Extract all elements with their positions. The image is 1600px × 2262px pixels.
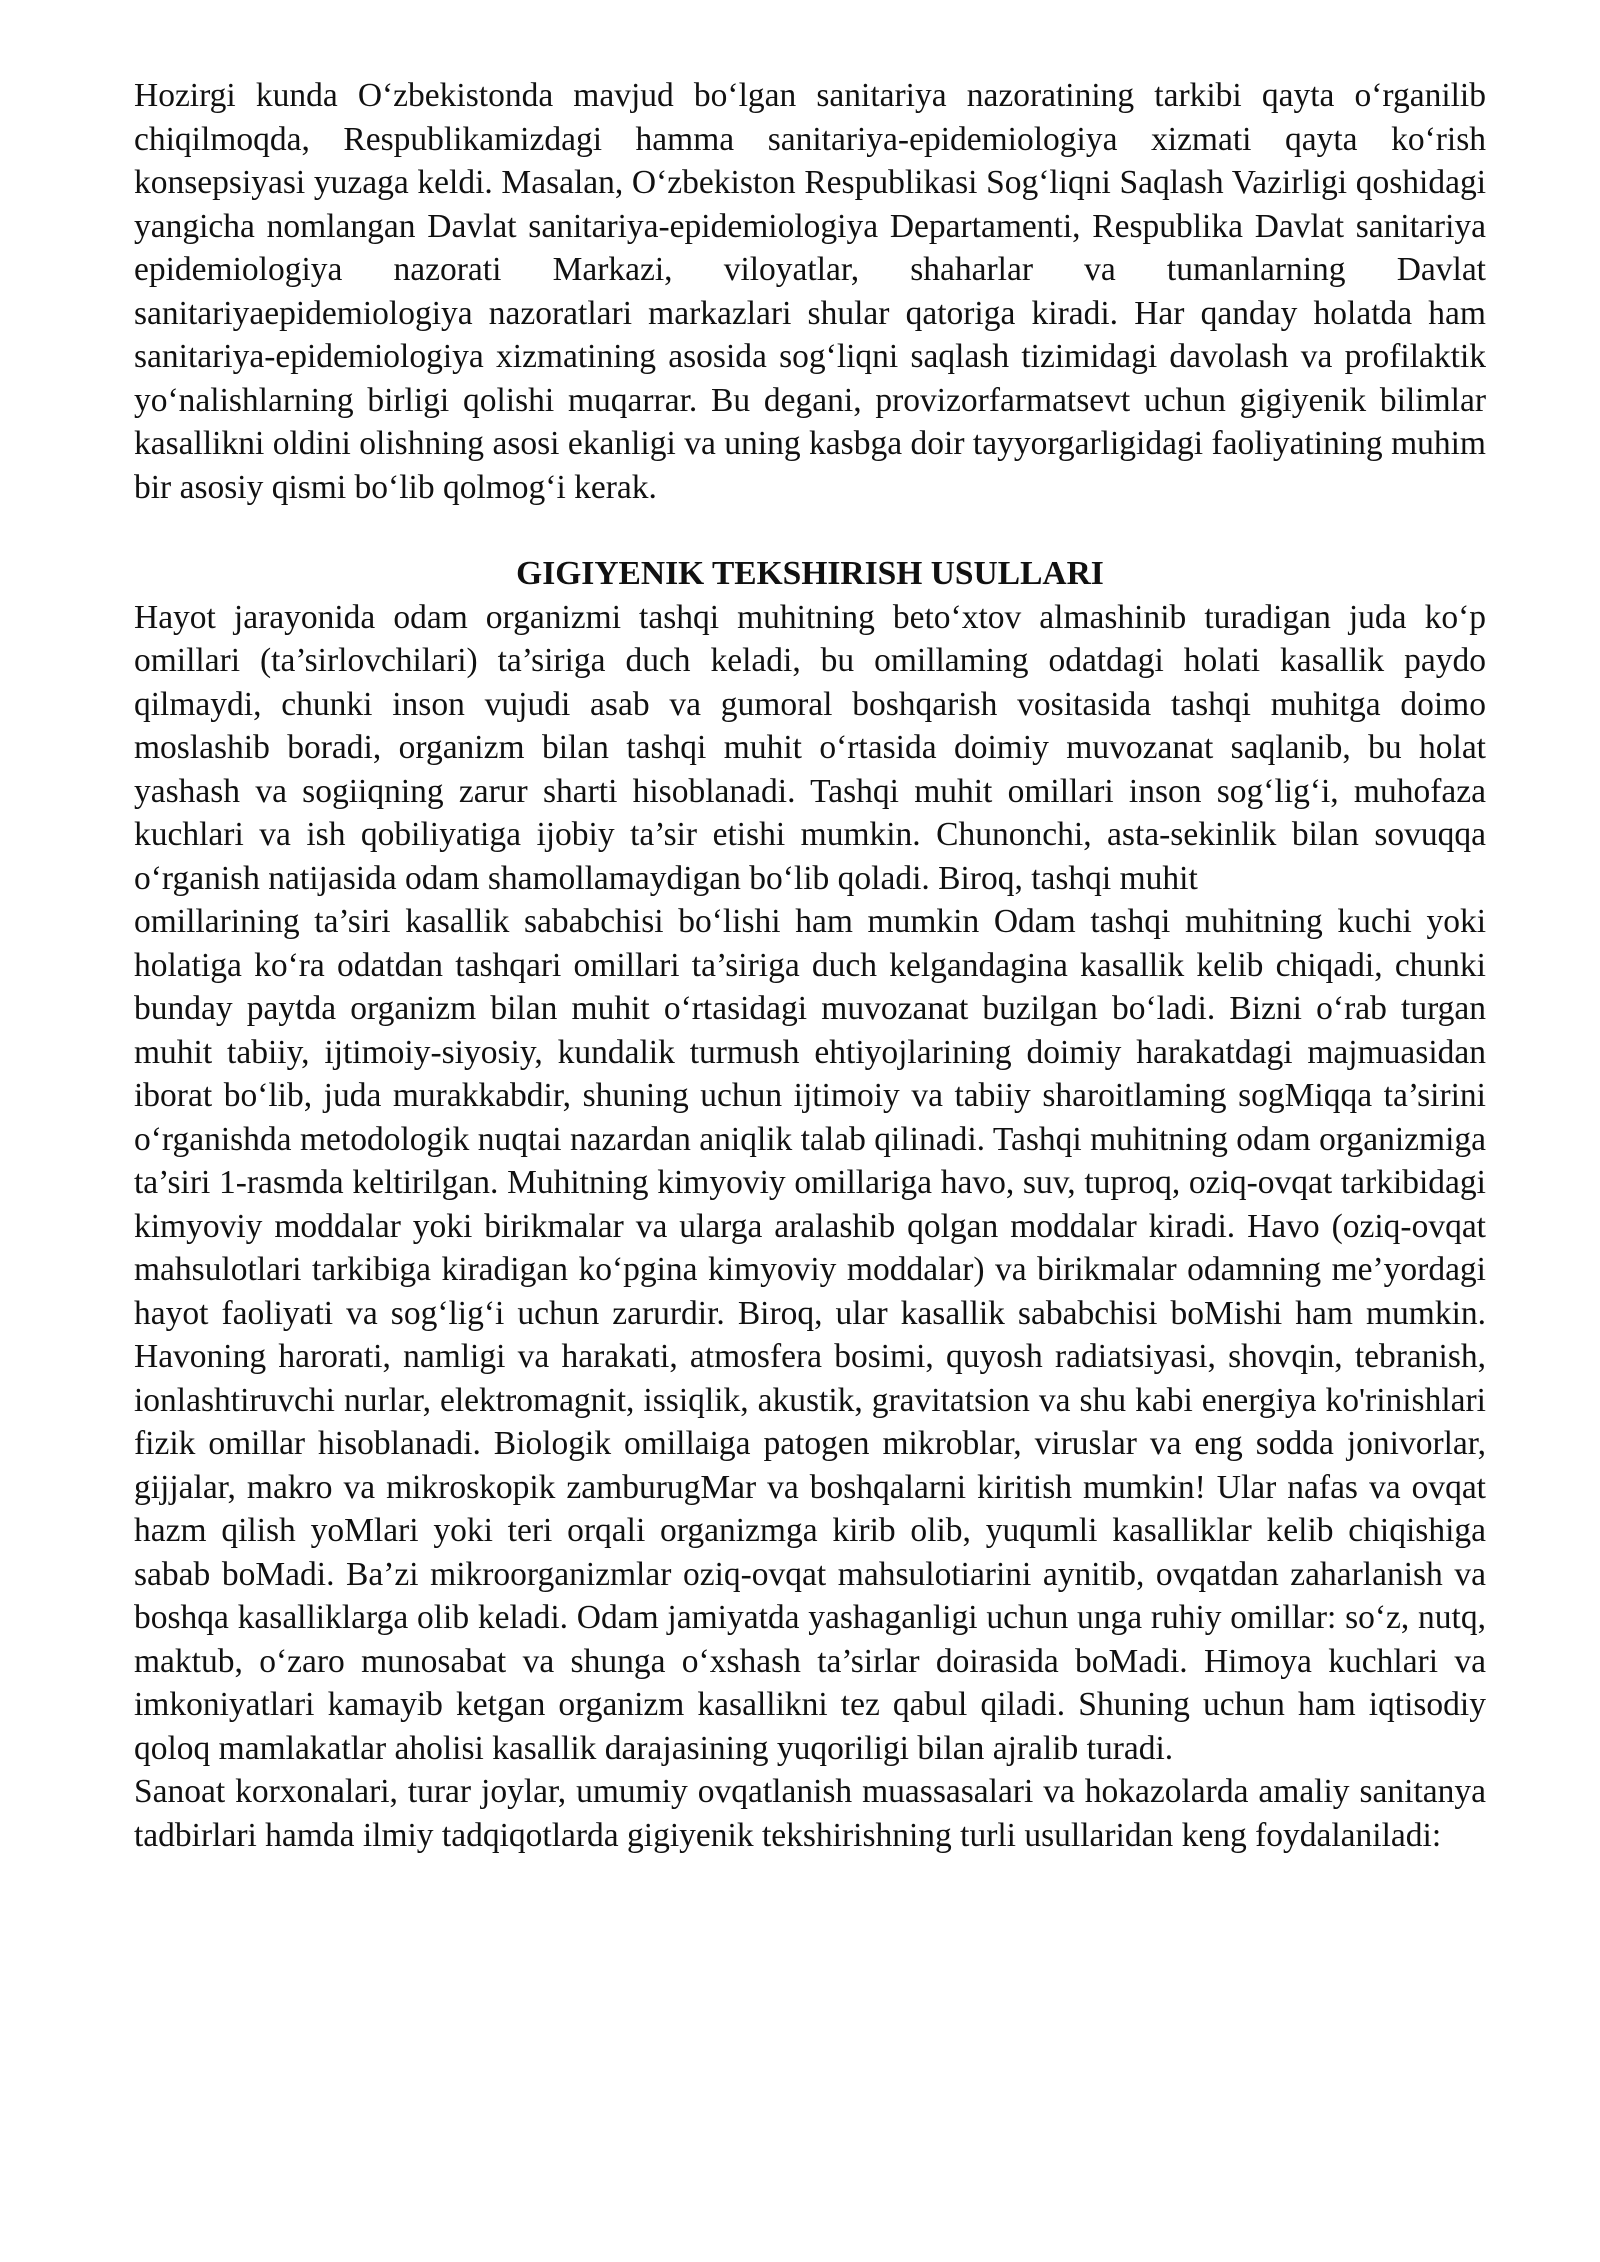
paragraph-methods-usage: Sanoat korxonalari, turar joylar, umumiy ovqatlanish muassasalari va hokazolarda amaliy sanitanya tadbirlari hamda ilmiy tadqiqotlarda gigiyenik tekshirishning turli usullaridan keng foydalaniladi: — [134, 1773, 1486, 1854]
document-page — [134, 74, 1486, 1857]
paragraph-intro: Hozirgi kunda O‘zbekistonda mavjud bo‘lgan sanitariya nazoratining tarkibi qayta o‘rganilib chiqilmoqda, Respublikamizdagi hamma sanitariya-epidemiologiya xizmati qayta ko‘rish konsepsiyasi yuzaga keldi. Masalan, O‘zbekiston Respublikasi Sog‘liqni Saqlash Vazirligi qoshidagi yangicha nomlangan Davlat sanitariya-epidemiologiya Departamenti, Respublika Davlat sanitariya epidemiologiya nazorati Markazi, viloyatlar, shaharlar va tumanlarning Davlat sanitariyaepidemiologiya nazoratlari markazlari shular qatoriga kiradi. Har qanday holatda ham sanitariya-epidemiologiya xizmatining asosida sog‘liqni saqlash tizimidagi davolash va profilaktik yo‘nalishlarning birligi qolishi muqarrar. Bu degani, provizorfarmatsevt uchun gigiyenik bilimlar kasallikni oldini olishning asosi ekanligi va uning kasbga doir tayyorgarligidagi faoliyatining muhim bir asosiy qismi bo‘lib qolmog‘i kerak. — [134, 77, 1486, 506]
section-heading: GIGIYENIK TEKSHIRISH USULLARI — [516, 555, 1104, 592]
paragraph-factor-effects: omillarining ta’siri kasallik sababchisi bo‘lishi ham mumkin Odam tashqi muhitning kuchi yoki holatiga ko‘ra odatdan tashqari omillari ta’siriga duch kelgandagina kasallik kelib chiqadi, chunki bunday paytda organizm bilan muhit o‘rtasidagi muvozanat buzilgan bo‘ladi. Bizni o‘rab turgan muhit tabiiy, ijtimoiy-siyosiy, kundalik turmush ehtiyojlarining doimiy harakatdagi majmuasidan iborat bo‘lib, juda murakkabdir, shuning uchun ijtimoiy va tabiiy sharoitlaming sogMiqqa ta’sirini o‘rganishda metodologik nuqtai nazardan aniqlik talab qilinadi. Tashqi muhitning odam organizmiga ta’siri 1-rasmda keltirilgan. Muhitning kimyoviy omillariga havo, suv, tuproq, oziq-ovqat tarkibidagi kimyoviy moddalar yoki birikmalar va ularga aralashib qolgan moddalar kiradi. Havo (oziq-ovqat mahsulotlari tarkibiga kiradigan ko‘pgina kimyoviy moddalar) va birikmalar odamning me’yordagi hayot faoliyati va sog‘lig‘i uchun zarurdir. Biroq, ular kasallik sababchisi boMishi ham mumkin. Havoning harorati, namligi va harakati, atmosfera bosimi, quyosh radiatsiyasi, shovqin, tebranish, ionlashtiruvchi nurlar, elektromagnit, issiqlik, akustik, gravitatsion va shu kabi energiya ko'rinishlari fizik omillar hisoblanadi. Biologik omillaiga patogen mikroblar, viruslar va eng sodda jonivorlar, gijjalar, makro va mikroskopik zamburugMar va boshqalarni kiritish mumkin! Ular nafas va ovqat hazm qilish yoMlari yoki teri orqali organizmga kirib olib, yuqumli kasalliklar kelib chiqishiga sabab boMadi. Ba’zi mikroorganizmlar oziq-ovqat mahsulotiarini aynitib, ovqatdan zaharlanish va boshqa kasalliklarga olib keladi. Odam jamiyatda yashaganligi uchun unga ruhiy omillar: so‘z, nutq, maktub, o‘zaro munosabat va shunga o‘xshash ta’sirlar doirasida boMadi. Himoya kuchlari va imkoniyatlari kamayib ketgan organizm kasallikni tez qabul qiladi. Shuning uchun ham iqtisodiy qoloq mamlakatlar aholisi kasallik darajasining yuqoriligi bilan ajralib turadi. — [134, 903, 1486, 1767]
paragraph-environment-factors: Hayot jarayonida odam organizmi tashqi muhitning beto‘xtov almashinib turadigan juda ko‘p omillari (ta’sirlovchilari) ta’siriga duch keladi, bu omillaming odatdagi holati kasallik paydo qilmaydi, chunki inson vujudi asab va gumoral boshqarish vositasida tashqi muhitga doimo moslashib boradi, organizm bilan tashqi muhit o‘rtasida doimiy muvozanat saqlanib, bu holat yashash va sogiiqning zarur sharti hisoblanadi. Tashqi muhit omillari inson sog‘lig‘i, muhofaza kuchlari va ish qobiliyatiga ijobiy ta’sir etishi mumkin. Chunonchi, asta-sekinlik bilan sovuqqa o‘rganish natijasida odam shamollamaydigan bo‘lib qoladi. Biroq, tashqi muhit — [134, 598, 1486, 897]
